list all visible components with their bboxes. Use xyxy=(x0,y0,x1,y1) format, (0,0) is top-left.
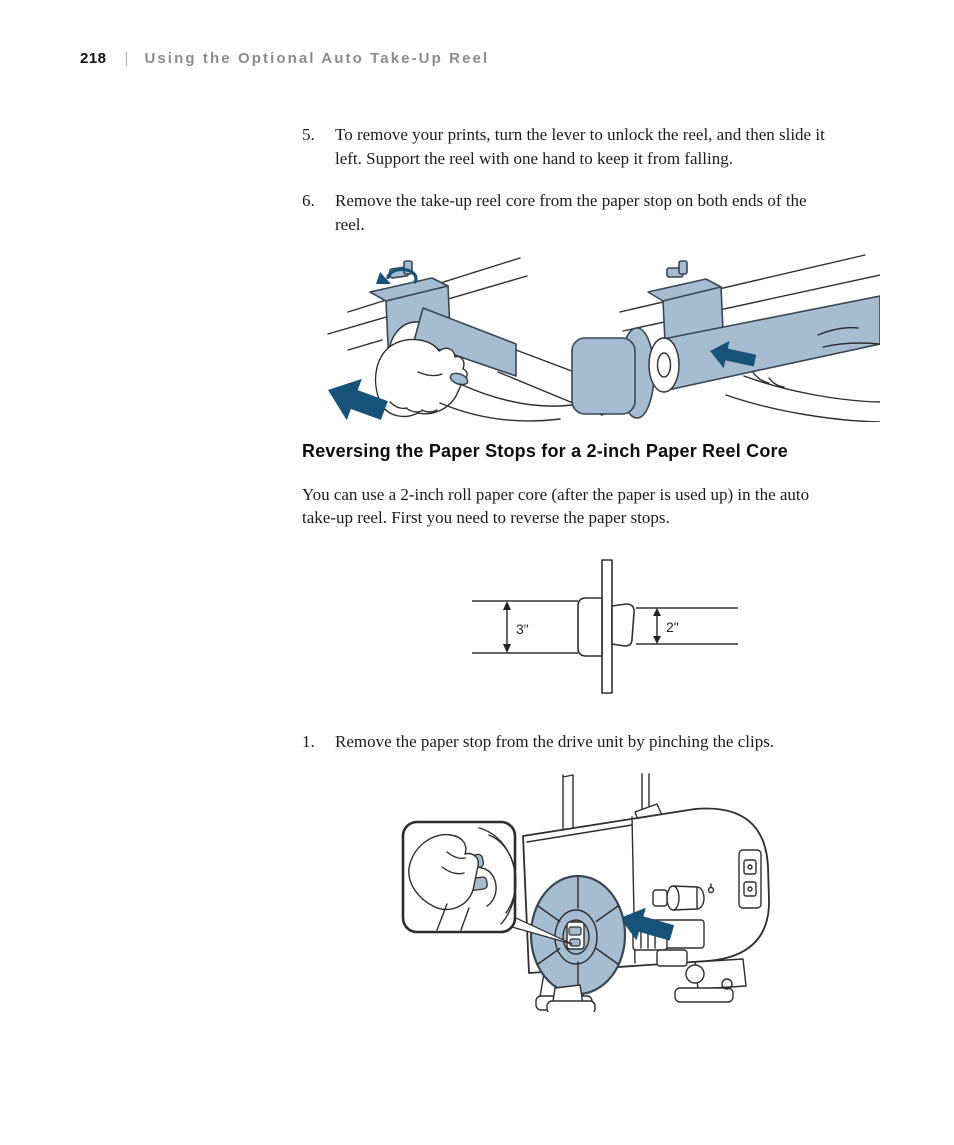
step-text-line: left. Support the reel with one hand to keep it from falling. xyxy=(335,148,733,168)
lever-knob xyxy=(667,261,687,277)
step-item-6 xyxy=(302,189,892,236)
measure-3in-arrow-icon xyxy=(503,601,511,653)
measure-2in-arrow-icon xyxy=(653,608,661,644)
step-text xyxy=(335,123,825,170)
inset-pinch-clips xyxy=(403,822,516,932)
illustration-slide-reel-and-remove-core xyxy=(320,252,880,422)
step-number: 6. xyxy=(302,191,315,210)
step-item-5 xyxy=(302,123,892,170)
step-item-1 xyxy=(302,730,892,754)
step-text-line: Remove the paper stop from the drive unit by pinching the clips. xyxy=(335,732,775,751)
step-number: 5. xyxy=(302,125,315,144)
header-divider: | xyxy=(124,50,129,67)
section-heading: Reversing the Paper Stops for a 2-inch Paper Reel Core xyxy=(302,441,788,461)
step-text-line: reel. xyxy=(335,214,365,234)
step-text xyxy=(335,189,807,236)
drawing-remove-core xyxy=(572,255,880,422)
running-title: Using the Optional Auto Take-Up Reel xyxy=(144,50,490,67)
step-text-line: To remove your prints, turn the lever to unlock the reel, and then slide it xyxy=(335,125,825,144)
step-number: 1. xyxy=(302,732,315,751)
label-3-inch: 3" xyxy=(516,621,529,637)
step-text-line: Remove the take-up reel core from the paper stop on both ends of the xyxy=(335,191,807,210)
step-text xyxy=(335,730,774,754)
illustration-remove-paper-stop-from-drive-unit xyxy=(395,772,785,1012)
intro-line: You can use a 2-inch roll paper core (after the paper is used up) in the auto xyxy=(302,485,810,504)
section-intro xyxy=(302,483,809,529)
page-header xyxy=(80,50,489,67)
intro-line: take-up reel. First you need to reverse the paper stops. xyxy=(302,508,670,527)
diagram-paper-stop-core-sizes xyxy=(470,556,740,696)
page-number: 218 xyxy=(80,50,107,67)
label-2-inch: 2" xyxy=(666,619,679,635)
paper-stop-block xyxy=(572,338,635,414)
